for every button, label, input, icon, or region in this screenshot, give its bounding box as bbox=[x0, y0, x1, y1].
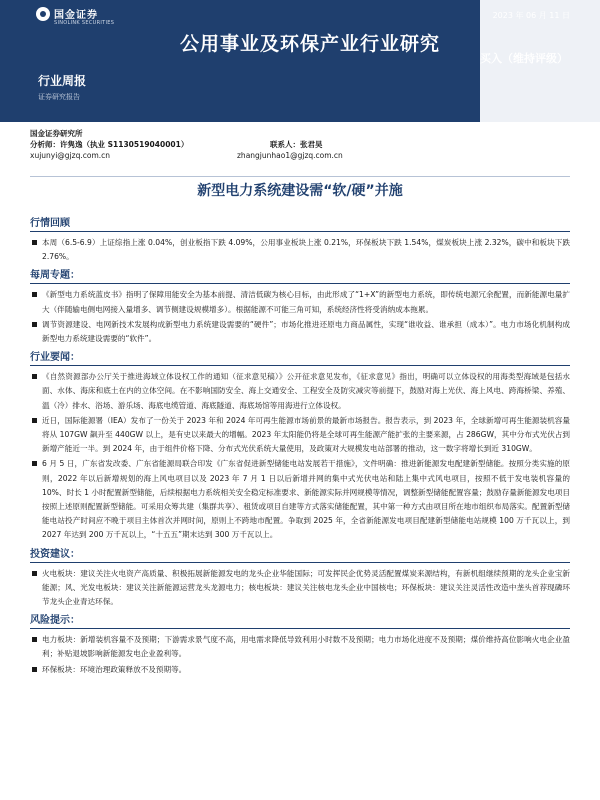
report-header bbox=[0, 0, 600, 122]
section-rule bbox=[30, 628, 570, 629]
report-date: 2023 年 06 月 11 日 bbox=[492, 11, 570, 20]
bullet-item: 《新型电力系统蓝皮书》指明了保障用能安全为基本前提、清洁低碳为核心目标，由此形成了“1+X”的新型电力系统，即传统电源冗余配置，而新能源电量扩大（伴随输电侧电网接入量增多、调节侧建设规模增多）。根据能源不可能三角可知，系统经济性将受消纳成本拖累。 bbox=[30, 288, 570, 316]
rating: 买入（维持评级） bbox=[480, 52, 568, 65]
analyst-name: 许隽逸（执业 S1130519040001） bbox=[60, 140, 189, 149]
contact-name: 张君昊 bbox=[300, 140, 323, 149]
section-heading: 行业要闻： bbox=[30, 352, 80, 364]
report-dept: 证券研究报告 bbox=[38, 93, 80, 101]
section-heading: 投资建议： bbox=[30, 548, 80, 560]
section-heading: 每周专题： bbox=[30, 270, 80, 282]
report-body bbox=[30, 212, 570, 678]
bullet-item: 《自然资源部办公厅关于推进海域立体设权工作的通知（征求意见稿）》公开征求意见发布，《征求意见》指出，明确可以立体设权的用海类型海域是包括水面、水体、海床和底土在内的立体空间。在不影响国防安全、海上交通安全、工程安全及防灾减灾等前提下，鼓励对海上光伏、海上风电、跨海桥梁、养殖、温（冷）排水、浴场、游乐场、海底电缆管道、海底隧道、海底场馆等用海进行立体设权。 bbox=[30, 370, 570, 413]
divider bbox=[30, 176, 570, 177]
report-kind: 行业周报 bbox=[38, 74, 87, 88]
bullet-item: 近日，国际能源署（IEA）发布了一份关于 2023 年和 2024 年可再生能源市场前景的最新市场报告。报告表示，到 2023 年，全球新增可再生能源装机容量将从 107GW 飙升至 440GW 以上，是有史以来最大的增幅。2023 年太阳能仍将是全球可再生能源产能扩张的主要来源，占 286GW，其中分布式光伏占到新增产能近一半。到 2024 年，由于组件价格下降、分布式光伏系统大量使用，及政策对大规模发电站部署的推动，这一数字将增长到近 310GW。 bbox=[30, 414, 570, 457]
bullet-item: 本周（6.5-6.9）上证综指上涨 0.04%，创业板指下跌 4.09%，公用事业板块上涨 0.21%，环保板块下跌 1.54%，煤炭板块上涨 2.32%，碳中和板块下跌 2.76%。 bbox=[30, 236, 570, 264]
section-rule bbox=[30, 283, 570, 284]
analyst-label: 分析师： bbox=[30, 140, 60, 149]
section-rule bbox=[30, 365, 570, 366]
contact-label: 联系人： bbox=[270, 140, 300, 149]
section-rule bbox=[30, 562, 570, 563]
institute: 国金证券研究所 bbox=[30, 129, 83, 138]
bullet-item: 环保板块：环境治理政策释放不及预期等。 bbox=[30, 663, 570, 677]
bullet-item: 火电板块：建议关注火电资产高质量、积极拓展新能源发电的龙头企业华能国际；可发挥民企优势灵活配置煤炭来源结构，有新机组继续预期的龙头企业宝新能源；风、光发电板块：建议关注新能源运营龙头龙源电力；核电板块：建议关注核电龙头企业中国核电；环保板块：建议关注灵活性改造中垄头首荐现磷环节龙头企业青达环保。 bbox=[30, 567, 570, 610]
logo-text: 国金证券 bbox=[54, 10, 98, 21]
bullet-item: 调节资源建设、电网新技术发展构成新型电力系统建设需要的“硬件”；市场化推进还原电力商品属性，实现“谁收益、谁承担（成本）”。电力市场化机制构成新型电力系统建设需要的“软件”。 bbox=[30, 318, 570, 346]
analyst-block bbox=[30, 128, 570, 161]
industry-title: 公用事业及环保产业行业研究 bbox=[180, 33, 441, 55]
section-rule bbox=[30, 231, 570, 232]
section-heading: 风险提示： bbox=[30, 615, 80, 627]
company-logo bbox=[36, 6, 98, 21]
analyst-row bbox=[30, 139, 570, 150]
analyst-email[interactable]: xujunyi@gjzq.com.cn bbox=[30, 151, 111, 160]
logo-icon bbox=[36, 7, 50, 21]
bullet-item: 电力板块：新增装机容量不及预期；下游需求景气度不高，用电需求降低导致利用小时数不及预期；电力市场化进度不及预期；煤价维持高位影响火电企业盈利；补贴退坡影响新能源发电企业盈利等。 bbox=[30, 633, 570, 661]
bullet-item: 6 月 5 日，广东省发改委、广东省能源局联合印发《广东省促进新型储能电站发展若干措施》，文件明确：推进新能源发电配建新型储能。按照分类实施的原则，2022 年以后新增规划的海上风电项目以及 2023 年 7 月 1 日以后新增并网的集中式光伏电站和陆上集中式风电项目，按照不低于发电装机容量的 10%、时长 1 小时配置新型储能，后续根据电力系统相关安全稳定标准要求、新能源实际并网规模等情况，调整新型储能配置容量；鼓励存量新能源发电项目按照上述原则配置新型储能。可采用众筹共建（集群共享）、租赁或项目自建等方式落实储能配置，其中第一种方式由项目所在地市组织布局落实。配置新型储能电站投产时间应不晚于项目主体首次并网时间，原则上不跨地市配置。争取到 2025 年，全省新能源发电项目配建新型储能电站规模 100 万千瓦以上，到 2027 年达到 200 万千瓦以上，“十五五”期末达到 300 万千瓦以上。 bbox=[30, 457, 570, 542]
contact-email[interactable]: zhangjunhao1@gjzq.com.cn bbox=[237, 151, 343, 160]
email-row bbox=[30, 150, 570, 161]
page-title: 新型电力系统建设需“软/硬”并施 bbox=[197, 183, 403, 199]
logo-subtext: SINOLINK SECURITIES bbox=[54, 20, 115, 26]
section-heading: 行情回顾 bbox=[30, 218, 70, 229]
